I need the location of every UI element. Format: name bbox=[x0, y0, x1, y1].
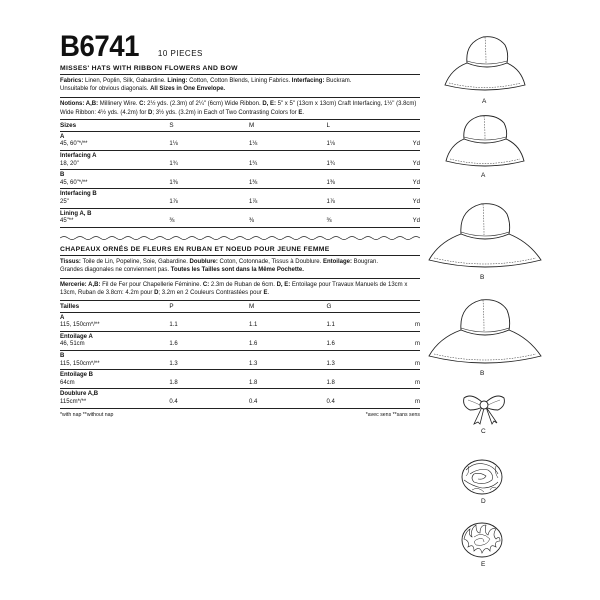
pattern-code: B6741 bbox=[60, 30, 140, 63]
row-value: ⅜ bbox=[326, 218, 332, 225]
yardage-row bbox=[60, 313, 420, 332]
row-value: 0.4 bbox=[248, 398, 258, 405]
french-yardage-table bbox=[60, 313, 420, 409]
view-d-label: D bbox=[481, 498, 486, 505]
header bbox=[60, 30, 420, 64]
hat-view-a-illustration bbox=[437, 33, 533, 95]
row-value: 0.4 bbox=[326, 398, 335, 405]
yardage-row bbox=[60, 351, 420, 370]
hat-view-b-illustration bbox=[425, 200, 545, 272]
row-value: 1.3 bbox=[326, 360, 335, 367]
row-unit: Yd bbox=[412, 160, 420, 167]
view-e-label: E bbox=[481, 561, 486, 568]
yardage-row bbox=[60, 209, 420, 228]
english-size-header: Sizes S M L bbox=[60, 120, 420, 132]
row-value: 1.8 bbox=[248, 379, 258, 386]
row-value: 0.4 bbox=[169, 398, 178, 405]
row-unit: Yd bbox=[412, 179, 420, 186]
row-label: Interfacing A 18, 20" bbox=[60, 153, 97, 167]
row-value: 1.8 bbox=[169, 379, 178, 386]
row-value: 1⅜ bbox=[248, 179, 258, 186]
row-label: Entoilage B 64cm bbox=[60, 372, 94, 386]
row-unit: m bbox=[415, 322, 420, 329]
row-label: B 115, 150cm*/** bbox=[60, 352, 100, 367]
english-notions: Notions: A,B: Millinery Wire. C: 2½ yds. (2.3m) of 2¼" (6cm) Wide Ribbon. D, E: 5" x 5" (13cm x 13cm) Craft Interfacing, 1½" (3.8cm) Wide Ribbon: 4½ yds. (4.2m) for D; 3½ yds. (3.2m) in Each of Two Contrasting Colors for E. bbox=[60, 100, 420, 119]
view-a-label: A bbox=[482, 98, 487, 105]
french-title: CHAPEAUX ORNÉS DE FLEURS EN RUBAN ET NOEUD POUR JEUNE FEMME bbox=[60, 246, 420, 256]
row-value: 1⅞ bbox=[169, 198, 178, 205]
row-value: 1.1 bbox=[169, 322, 178, 329]
french-fabrics: Tissus: Toile de Lin, Popeline, Soie, Gabardine. Doublure: Coton, Cotonnade, Tissus à Doublure. Entoilage: Bougran. Grandes diagonales ne conviennent pas. Toutes les Tailles sont dans la Même Pochette. bbox=[60, 258, 378, 273]
row-value: 1.6 bbox=[326, 341, 335, 348]
row-value: 1.1 bbox=[248, 322, 258, 329]
row-value: 1¾ bbox=[169, 160, 178, 167]
hat-view-a-back-illustration bbox=[440, 113, 530, 171]
flower-view-d-illustration bbox=[460, 458, 504, 496]
row-value: ⅜ bbox=[248, 218, 254, 225]
row-unit: m bbox=[415, 398, 420, 405]
row-unit: m bbox=[415, 379, 420, 386]
view-b-back-label: B bbox=[480, 370, 485, 377]
row-value: 1⅛ bbox=[248, 141, 258, 148]
row-label: B 45, 60"*/** bbox=[60, 172, 88, 186]
row-label: Interfacing B 25" bbox=[60, 191, 97, 205]
row-value: 1⅞ bbox=[326, 198, 335, 205]
hat-view-b-back-illustration bbox=[425, 296, 545, 368]
yardage-row bbox=[60, 370, 420, 389]
footnote-french: *avec sens **sans sens bbox=[365, 411, 420, 418]
row-value: 1⅛ bbox=[169, 141, 178, 148]
row-value: 1.3 bbox=[169, 360, 178, 367]
row-unit: m bbox=[415, 360, 420, 367]
footnotes bbox=[60, 412, 420, 418]
yardage-row bbox=[60, 189, 420, 208]
english-yardage-table bbox=[60, 132, 420, 228]
yardage-row bbox=[60, 389, 420, 408]
flower-view-e-illustration bbox=[460, 521, 504, 559]
row-unit: m bbox=[415, 341, 420, 348]
piece-count: 10 PIECES bbox=[157, 49, 203, 58]
row-value: 1.6 bbox=[248, 341, 258, 348]
view-a-back-label: A bbox=[481, 172, 486, 179]
section-divider bbox=[60, 235, 420, 241]
english-fabrics: Fabrics: Linen, Poplin, Silk, Gabardine. Lining: Cotton, Cotton Blends, Lining Fabrics. Interfacing: Buckram. Unsuitable for obvious diagonals. All Sizes in One Envelope. bbox=[60, 78, 352, 93]
row-label: A 45, 60"*/** bbox=[60, 133, 88, 148]
row-value: 1.1 bbox=[326, 322, 335, 329]
yardage-row bbox=[60, 332, 420, 351]
view-c-label: C bbox=[481, 428, 486, 435]
row-value: 1⅜ bbox=[326, 179, 335, 186]
french-size-header: Tailles P M G bbox=[60, 301, 420, 313]
row-unit: Yd bbox=[412, 218, 420, 225]
view-b-label: B bbox=[480, 274, 485, 281]
row-value: 1⅛ bbox=[326, 141, 335, 148]
row-value: 1¾ bbox=[326, 160, 335, 167]
row-value: 1.6 bbox=[169, 341, 178, 348]
row-label: Entoilage A 46, 51cm bbox=[60, 333, 93, 348]
row-value: 1¾ bbox=[248, 160, 258, 167]
yardage-row bbox=[60, 151, 420, 170]
row-unit: Yd bbox=[412, 141, 420, 148]
row-label: A 115, 150cm*/** bbox=[60, 314, 100, 329]
row-value: 1⅜ bbox=[169, 179, 178, 186]
english-title: MISSES' HATS WITH RIBBON FLOWERS AND BOW bbox=[60, 65, 420, 75]
bow-view-c-illustration bbox=[460, 390, 508, 426]
row-label: Doublure A,B 115cm*/** bbox=[60, 391, 99, 405]
row-value: 1.3 bbox=[248, 360, 258, 367]
footnote-english: *with nap **without nap bbox=[60, 411, 114, 418]
row-unit: Yd bbox=[412, 198, 420, 205]
yardage-row bbox=[60, 132, 420, 151]
yardage-row bbox=[60, 170, 420, 189]
yardage-column bbox=[60, 30, 420, 418]
row-value: ⅜ bbox=[169, 218, 175, 225]
row-label: Lining A, B 45"** bbox=[60, 210, 92, 225]
row-value: 1⅞ bbox=[248, 198, 258, 205]
row-value: 1.8 bbox=[326, 379, 335, 386]
french-notions: Mercerie: A,B: Fil de Fer pour Chapellerie Féminine. C: 2.3m de Ruban de 6cm. D, E: Entoilage pour Travaux Manuels de 13cm x 13cm, Ruban de 3.8cm: 4.2m pour D; 3.2m en 2 Couleurs Contrastées pour E. bbox=[60, 281, 420, 300]
